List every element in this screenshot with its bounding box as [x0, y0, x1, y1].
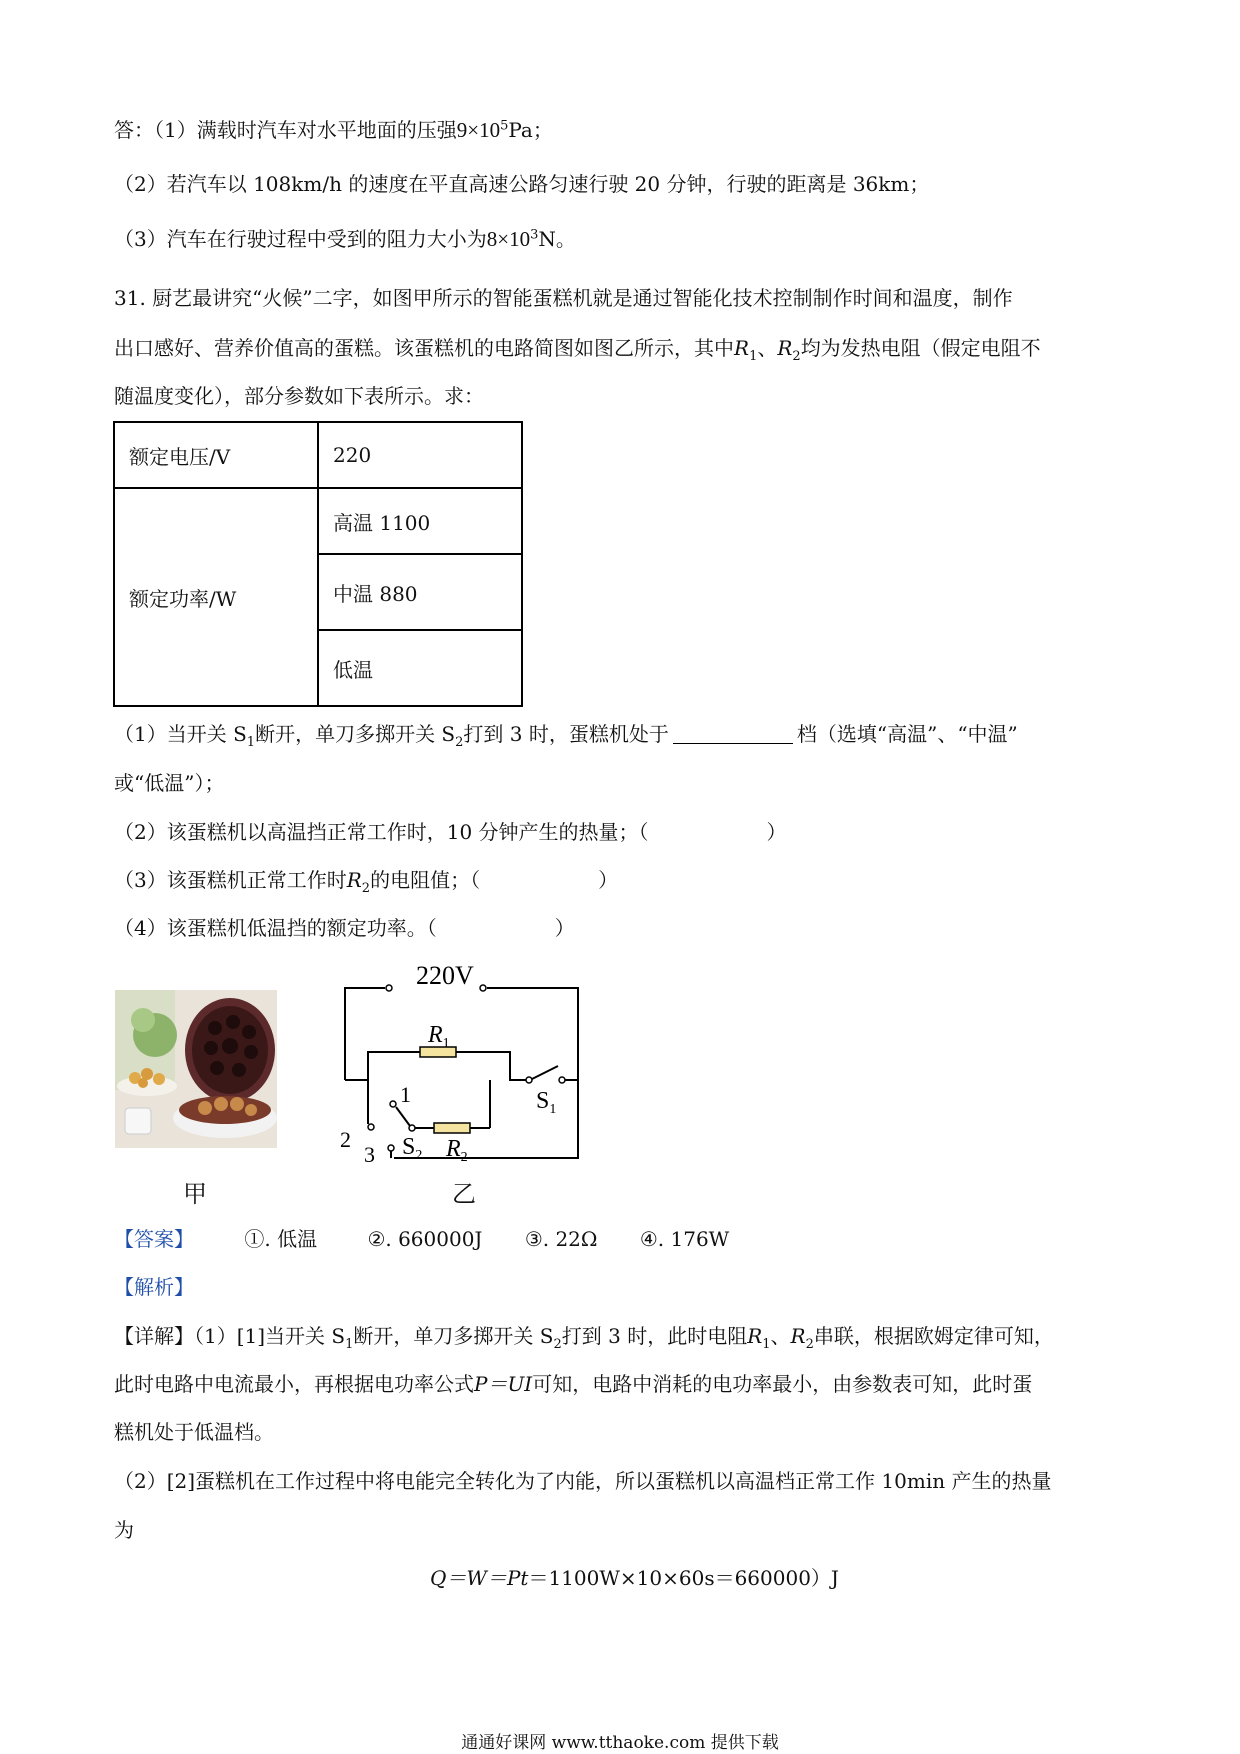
svg-text:R2: $R_2$ [446, 1136, 468, 1162]
svg-text:S1: $S_1$ [536, 1088, 557, 1117]
table-cell-mid-power: 中温 880 [318, 554, 522, 630]
table-cell-rated-voltage-value: 220 [318, 422, 522, 488]
analysis-line2: 此时电路中电流最小，再根据电功率公式P＝UI可知，电路中消耗的电功率最小，由参数表可知，此时蛋 [114, 1372, 1033, 1396]
figure-caption-b: 乙 [452, 1180, 476, 1208]
cake-machine-photo [115, 990, 277, 1148]
svg-text:1: 1 [400, 1082, 411, 1107]
terminal-left [386, 985, 392, 991]
analysis-line3: 糕机处于低温档。 [114, 1420, 274, 1444]
s2-contact-2 [368, 1124, 374, 1130]
analysis-line1: 【详解】（1）[1]当开关 $S_1$断开，单刀多掷开关 $S_2$打到 3 时，此时电阻$R_1$、$R_2$串联，根据欧姆定律可知， [114, 1324, 1054, 1352]
analysis-label: 【解析】 [114, 1275, 194, 1299]
svg-text:3: 3 [364, 1142, 375, 1162]
circuit-diagram [330, 962, 590, 1162]
figure-caption-a: 甲 [183, 1180, 207, 1208]
voltage-label: 220V [416, 962, 474, 990]
analysis-line4: （2）[2]蛋糕机在工作过程中将电能完全转化为了内能，所以蛋糕机以高温档正常工作 10min 产生的热量 [114, 1469, 1052, 1493]
formula-heat: Q＝W＝Pt＝1100W×10×60s＝660000）J [430, 1566, 839, 1590]
terminal-right [480, 985, 486, 991]
svg-text:R1: $R_1$ [428, 1022, 450, 1051]
subq-2: （2）该蛋糕机以高温挡正常工作时，10 分钟产生的热量；（ ） [114, 820, 787, 844]
answer-3: ③. 22Ω [524, 1227, 598, 1251]
page-footer: 通通好课网 www.tthaoke.com 提供下载 [461, 1733, 779, 1753]
resistor-r1 [420, 1047, 456, 1057]
table-cell-rated-voltage-label: 额定电压/V [114, 422, 318, 488]
s1-contact [526, 1077, 532, 1083]
parameter-table [113, 421, 523, 707]
question-line1: 31. 厨艺最讲究“火候”二字，如图甲所示的智能蛋糕机就是通过智能化技术控制制作时间和温度，制作 [114, 286, 1013, 310]
table-cell-rated-power-label: 额定功率/W [114, 488, 318, 706]
subq-4: （4）该蛋糕机低温挡的额定功率。（ ） [114, 916, 575, 940]
s2-contact-1 [390, 1101, 396, 1107]
s2-switch-blade [396, 1107, 410, 1126]
resistor-r2 [434, 1123, 470, 1133]
question-line2: 出口感好、营养价值高的蛋糕。该蛋糕机的电路简图如图乙所示，其中$R_1$、$R_2$均为发热电阻（假定电阻不 [114, 336, 1041, 364]
answer-prev-line2: （2）若汽车以 108km/h 的速度在平直高速公路匀速行驶 20 分钟，行驶的距离是 36km； [114, 172, 930, 196]
answer-2: ②. 660000J [367, 1227, 483, 1251]
answer-prev-line3: （3）汽车在行驶过程中受到的阻力大小为$8\times 10^3N$。 [114, 227, 576, 251]
subq-1-line2: 或“低温”）； [114, 771, 225, 795]
s2-contact-3 [388, 1145, 394, 1151]
answer-line [114, 1225, 729, 1253]
subq-1-line1: （1）当开关 $S_1$断开，单刀多掷开关 $S_2$打到 3 时，蛋糕机处于 档（选填“高温”、“中温” [114, 722, 1018, 750]
table-cell-high-power: 高温 1100 [318, 488, 522, 554]
analysis-line5: 为 [114, 1518, 134, 1542]
svg-text:S2: $S_2$ [402, 1134, 423, 1162]
question-line3: 随温度变化），部分参数如下表所示。求： [114, 384, 484, 408]
s1-switch-blade [532, 1066, 558, 1079]
answer-blank[interactable] [673, 723, 793, 744]
svg-text:2: 2 [340, 1127, 351, 1152]
answer-prev-line1: 答：（1）满载时汽车对水平地面的压强$9\times 10^5Pa$； [114, 118, 553, 142]
answer-label: 【答案】 [114, 1227, 194, 1251]
answer-1: ①. 低温 [244, 1227, 318, 1251]
table-cell-low-power: 低温 [318, 630, 522, 706]
subq-3: （3）该蛋糕机正常工作时$R_2$的电阻值；（ ） [114, 868, 619, 896]
answer-4: ④. 176W [639, 1227, 730, 1251]
